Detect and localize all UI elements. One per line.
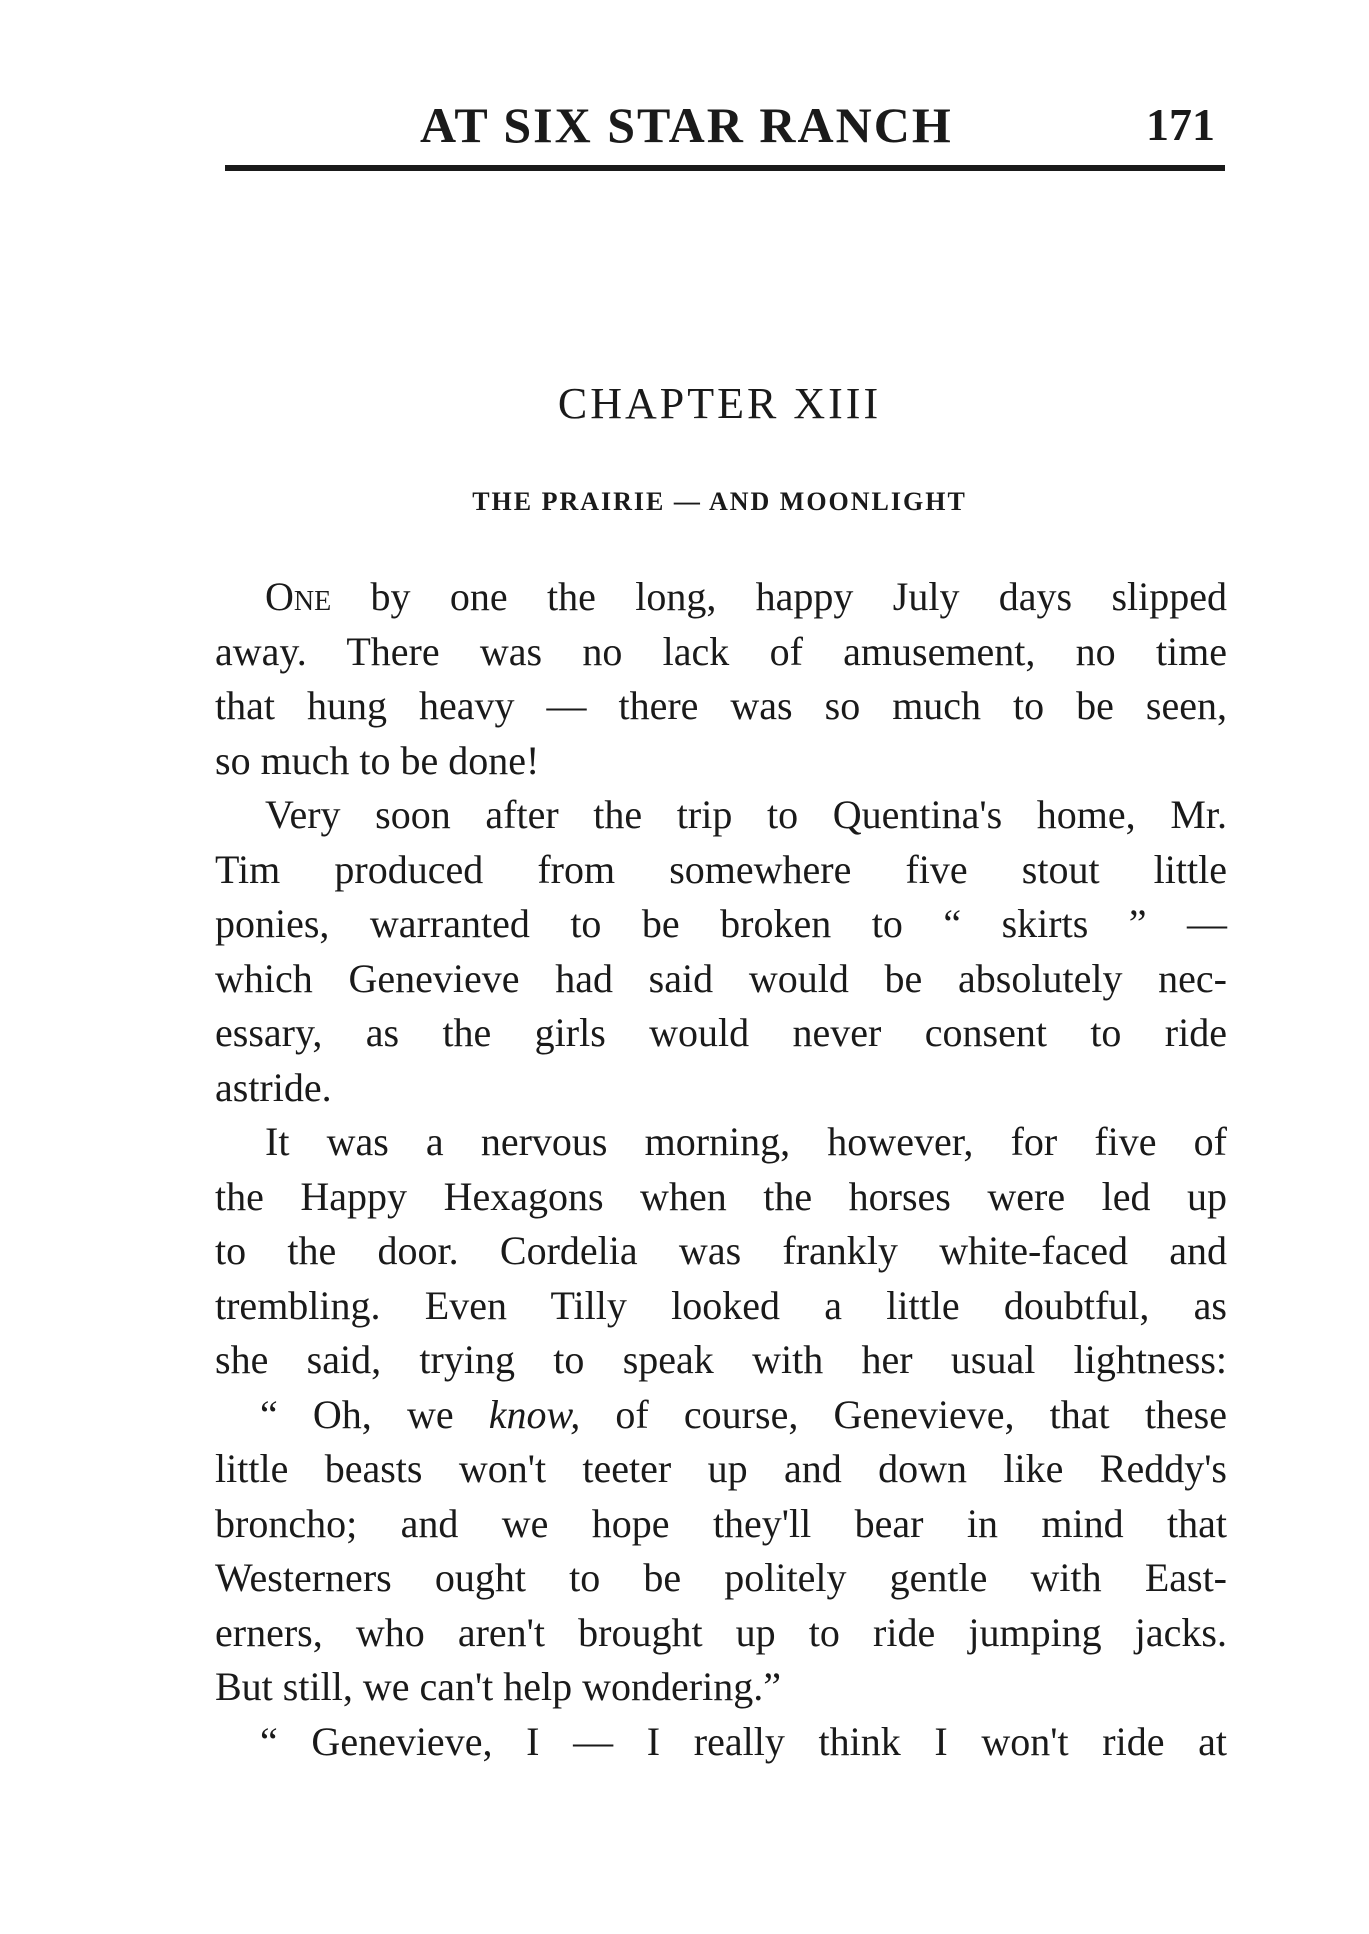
text-line: she said, trying to speak with her usual lightness: [215, 1337, 1227, 1382]
text-line: erners, who aren't brought up to ride jumping jacks. [215, 1609, 1227, 1655]
text-line: Very soon after the trip to Quentina's home, Mr. [265, 792, 1227, 837]
line-text: by one the long, happy July days slipped [331, 574, 1227, 619]
text-line: Westerners ought to be politely gentle with East- [215, 1555, 1227, 1600]
emphasis: know, [488, 1391, 581, 1437]
running-head [225, 88, 1225, 158]
text-line: away. There was no lack of amusement, no time [215, 628, 1227, 674]
text-line: so much to be done! [215, 737, 540, 783]
running-title: AT SIX STAR RANCH [420, 97, 953, 153]
text-line: which Genevieve had said would be absolutely nec- [215, 955, 1227, 1001]
text-line: to the door. Cordelia was frankly white-faced and [215, 1228, 1227, 1273]
text-line: astride. [215, 1064, 332, 1110]
text-line: the Happy Hexagons when the horses were led up [215, 1173, 1227, 1219]
text-line [215, 570, 1227, 625]
line-text: of course, Genevieve, that these [580, 1391, 1228, 1437]
text-line: Tim produced from somewhere five stout little [215, 846, 1227, 892]
text-line [215, 1388, 1227, 1443]
chapter-title: CHAPTER XIII [557, 379, 882, 428]
drop-word: One [265, 574, 332, 619]
text-line: But still, we can't help wondering.” [215, 1664, 781, 1709]
text-line: trembling. Even Tilly looked a little doubtful, as [215, 1282, 1227, 1328]
header-rule [225, 165, 1225, 171]
text-line: essary, as the girls would never consent to ride [215, 1010, 1227, 1055]
text-line: that hung heavy — there was so much to be seen, [215, 683, 1227, 728]
body-text [215, 570, 1227, 1769]
text-line: It was a nervous morning, however, for five of [265, 1119, 1227, 1164]
text-line: broncho; and we hope they'll bear in mind that [215, 1500, 1227, 1546]
line-text: “ Oh, we [260, 1391, 489, 1437]
text-line: ponies, warranted to be broken to “ skirts ” — [215, 901, 1227, 946]
page-number: 171 [1146, 99, 1215, 150]
text-line: “ Genevieve, I — I really think I won't ride at [260, 1718, 1227, 1764]
chapter-subtitle: THE PRAIRIE — AND MOONLIGHT [472, 487, 967, 516]
text-line: little beasts won't teeter up and down like Reddy's [215, 1446, 1227, 1491]
